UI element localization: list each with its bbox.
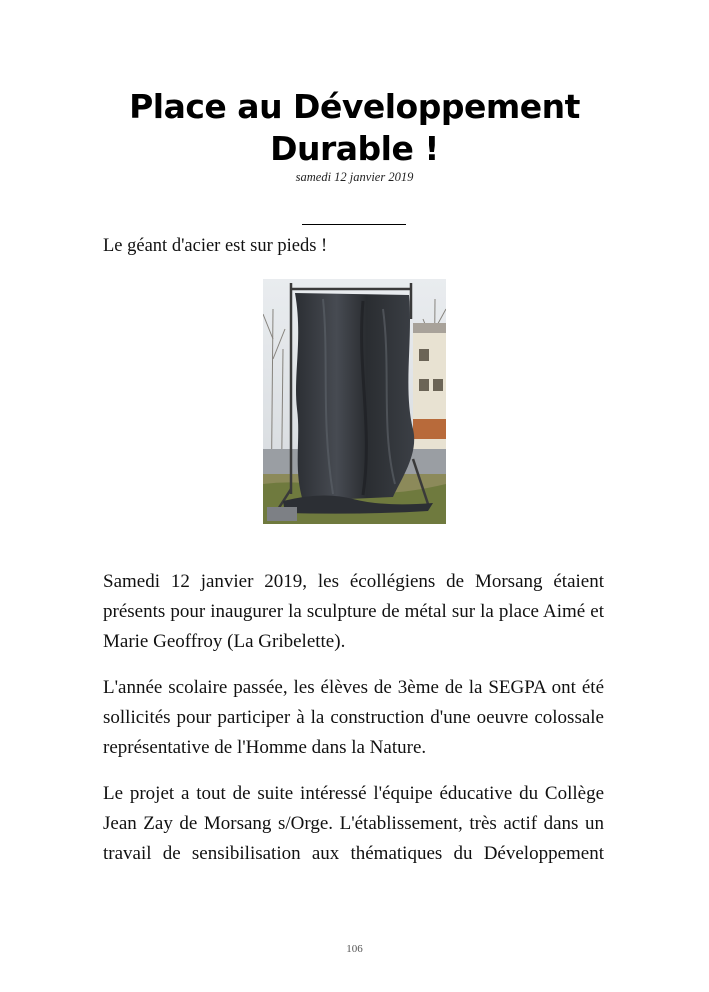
paragraph-3: Le projet a tout de suite intéressé l'équipe éducative du Collège Jean Zay de Morsang s/Orge. L'établissement, très actif dans un travail de sensibilisation aux thématiques du Développement [103, 783, 604, 864]
article-title [100, 86, 609, 170]
paragraph-2: L'année scolaire passée, les élèves de 3ème de la SEGPA ont été sollicités pour participer à la construction d'une oeuvre colossale représentative de l'Homme dans la Nature. [103, 677, 604, 758]
article-body [103, 567, 604, 869]
title-line-1: Place au Développement [129, 87, 580, 126]
covered-sculpture-image [263, 279, 446, 524]
separator-rule [302, 224, 406, 225]
article-subheading: Le géant d'acier est sur pieds ! [103, 236, 328, 256]
paragraph-1: Samedi 12 janvier 2019, les écollégiens de Morsang étaient présents pour inaugurer la sculpture de métal sur la place Aimé et Marie Geoffroy (La Gribelette). [103, 571, 604, 652]
title-line-2: Durable ! [270, 129, 439, 168]
page-number: 106 [346, 943, 363, 955]
article-date: samedi 12 janvier 2019 [295, 170, 414, 184]
sculpture-photo [263, 279, 446, 524]
